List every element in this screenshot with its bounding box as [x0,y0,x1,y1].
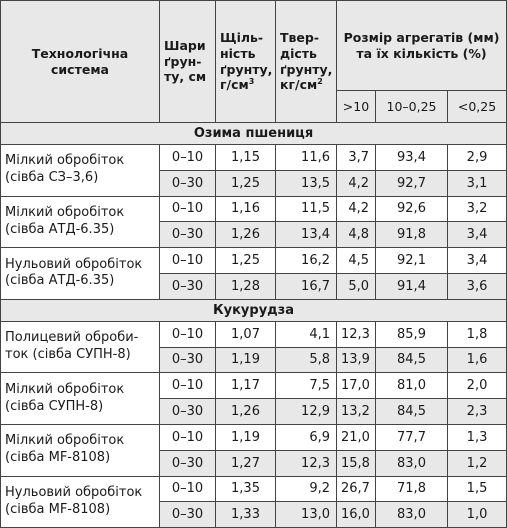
system-cell: Нульовий обробіток (сівба АТД-6.35) [1,248,160,300]
layer-cell: 0–30 [160,502,216,528]
agg-lt-cell: 1,8 [448,321,507,347]
hardness-cell: 6,9 [276,424,337,450]
agg-gt10-cell: 15,8 [337,450,376,476]
header-layers: Шари ґрун-ту, см [160,1,216,123]
hardness-cell: 13,4 [276,222,337,248]
agg-lt-cell: 1,2 [448,450,507,476]
hardness-cell: 4,1 [276,321,337,347]
header-agg-lt: <0,25 [448,91,507,123]
density-cell: 1,33 [216,502,276,528]
agg-gt10-cell: 13,2 [337,399,376,425]
agg-mid-cell: 77,7 [376,424,448,450]
density-cell: 1,25 [216,248,276,274]
table-row [1,248,507,274]
hardness-cell: 16,2 [276,248,337,274]
layer-cell: 0–10 [160,424,216,450]
agg-gt10-cell: 21,0 [337,424,376,450]
agg-lt-cell: 3,6 [448,273,507,299]
table-row [1,145,507,171]
layer-cell: 0–10 [160,248,216,274]
table-row [1,424,507,450]
agg-gt10-cell: 5,0 [337,273,376,299]
hardness-cell: 5,8 [276,347,337,373]
agg-lt-cell: 1,3 [448,424,507,450]
density-cell: 1,35 [216,476,276,502]
density-cell: 1,27 [216,450,276,476]
table-row [1,196,507,222]
agg-mid-cell: 83,0 [376,450,448,476]
layer-cell: 0–30 [160,450,216,476]
agg-lt-cell: 1,0 [448,502,507,528]
header-system: Технологічна система [1,1,160,123]
section-title: Кукурудза [1,299,507,321]
header-hardness-sup: 2 [317,76,323,86]
agg-gt10-cell: 4,2 [337,170,376,196]
hardness-cell: 7,5 [276,373,337,399]
agg-mid-cell: 81,0 [376,373,448,399]
density-cell: 1,26 [216,399,276,425]
hardness-cell: 11,6 [276,145,337,171]
agg-gt10-cell: 4,2 [337,196,376,222]
layer-cell: 0–30 [160,399,216,425]
hardness-cell: 11,5 [276,196,337,222]
agg-lt-cell: 3,2 [448,196,507,222]
layer-cell: 0–10 [160,145,216,171]
agg-gt10-cell: 3,7 [337,145,376,171]
layer-cell: 0–10 [160,196,216,222]
agg-mid-cell: 71,8 [376,476,448,502]
agg-mid-cell: 91,8 [376,222,448,248]
hardness-cell: 13,0 [276,502,337,528]
density-cell: 1,07 [216,321,276,347]
system-cell: Мілкий обробіток (сівба MF-8108) [1,424,160,476]
agg-lt-cell: 2,9 [448,145,507,171]
table-row [1,373,507,399]
density-cell: 1,15 [216,145,276,171]
layer-cell: 0–30 [160,222,216,248]
agg-lt-cell: 1,6 [448,347,507,373]
system-cell: Мілкий обробіток (сівба АТД-6.35) [1,196,160,248]
header-hardness-text: Твер-дість ґрунту, кг/см [280,30,333,93]
agg-gt10-cell: 4,5 [337,248,376,274]
agg-mid-cell: 83,0 [376,502,448,528]
agg-gt10-cell: 13,9 [337,347,376,373]
density-cell: 1,26 [216,222,276,248]
density-cell: 1,19 [216,424,276,450]
agg-gt10-cell: 4,8 [337,222,376,248]
header-agg-mid: 10–0,25 [376,91,448,123]
hardness-cell: 12,9 [276,399,337,425]
hardness-cell: 9,2 [276,476,337,502]
table-row [1,321,507,347]
header-hardness [276,1,337,123]
header-density-sup: 3 [248,76,255,86]
density-cell: 1,19 [216,347,276,373]
section-title: Озима пшениця [1,123,507,145]
section-row [1,299,507,321]
layer-cell: 0–10 [160,373,216,399]
agg-gt10-cell: 26,7 [337,476,376,502]
agg-lt-cell: 2,3 [448,399,507,425]
layer-cell: 0–30 [160,273,216,299]
agg-mid-cell: 85,9 [376,321,448,347]
header-aggregates: Розмір агрегатів (мм) та їх кількість (%) [337,1,507,91]
agg-mid-cell: 92,1 [376,248,448,274]
agg-mid-cell: 91,4 [376,273,448,299]
layer-cell: 0–10 [160,476,216,502]
header-density [216,1,276,123]
header-agg-gt10: >10 [337,91,376,123]
agg-lt-cell: 3,4 [448,222,507,248]
hardness-cell: 13,5 [276,170,337,196]
hardness-cell: 16,7 [276,273,337,299]
agg-gt10-cell: 12,3 [337,321,376,347]
agg-lt-cell: 1,5 [448,476,507,502]
section-row [1,123,507,145]
density-cell: 1,16 [216,196,276,222]
agg-gt10-cell: 17,0 [337,373,376,399]
table-body [1,123,507,528]
hardness-cell: 12,3 [276,450,337,476]
density-cell: 1,17 [216,373,276,399]
agg-lt-cell: 2,0 [448,373,507,399]
agg-mid-cell: 93,4 [376,145,448,171]
system-cell: Нульовий обробіток (сівба MF-8108) [1,476,160,528]
agg-gt10-cell: 16,0 [337,502,376,528]
agg-mid-cell: 84,5 [376,347,448,373]
agg-mid-cell: 92,6 [376,196,448,222]
table-row [1,476,507,502]
layer-cell: 0–10 [160,321,216,347]
density-cell: 1,25 [216,170,276,196]
layer-cell: 0–30 [160,170,216,196]
agg-mid-cell: 84,5 [376,399,448,425]
agg-lt-cell: 3,4 [448,248,507,274]
header-density-text: Щіль-ність ґрунту, г/см [220,30,273,93]
system-cell: Полицевий оброби-ток (сівба СУПН-8) [1,321,160,373]
layer-cell: 0–30 [160,347,216,373]
density-cell: 1,28 [216,273,276,299]
system-cell: Мілкий обробіток (сівба СЗ–3,6) [1,145,160,197]
system-cell: Мілкий обробіток (сівба СУПН-8) [1,373,160,425]
agg-mid-cell: 92,7 [376,170,448,196]
agg-lt-cell: 3,1 [448,170,507,196]
